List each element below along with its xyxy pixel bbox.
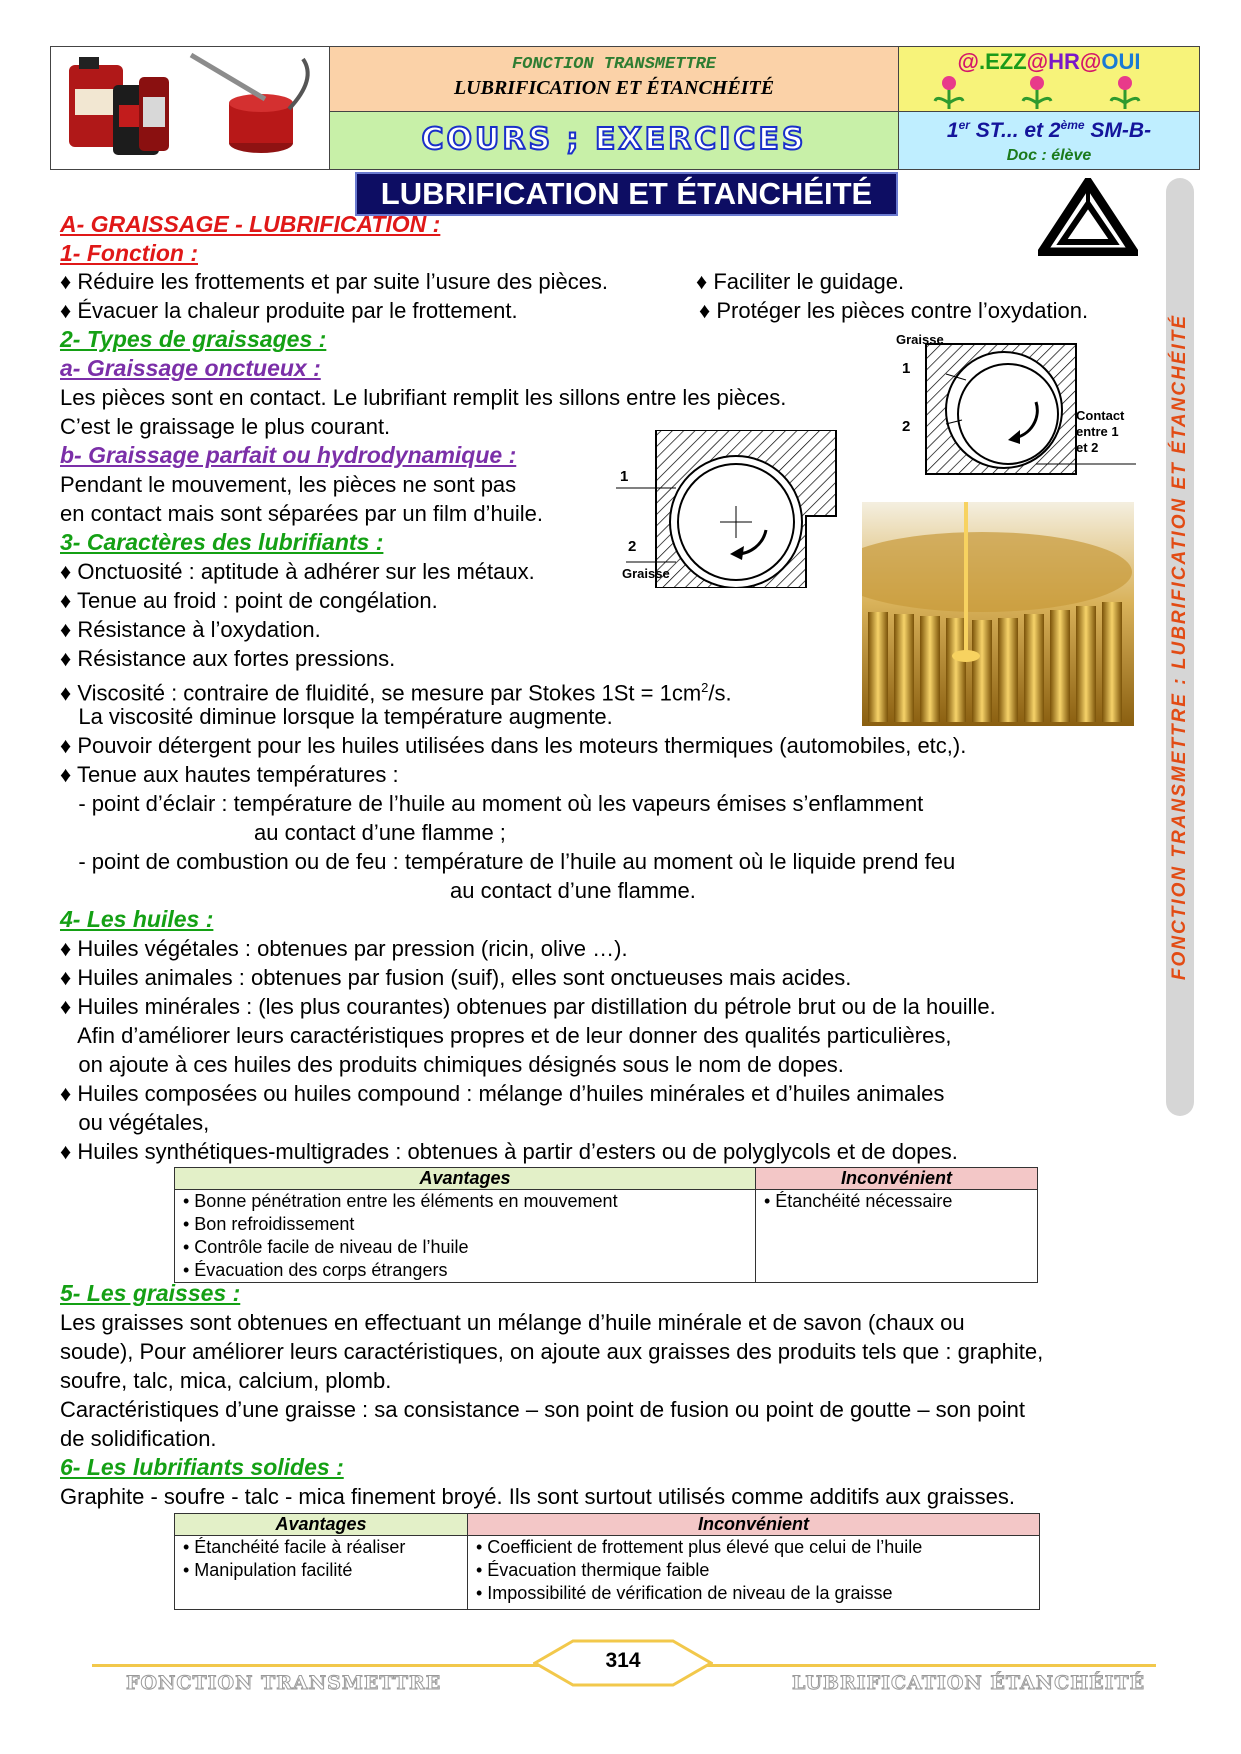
- page-number: 314: [605, 1649, 641, 1672]
- figure-graissage-onctueux: [896, 332, 1140, 482]
- page-number-badge: [533, 1639, 713, 1687]
- caractere-12: au contact d’une flamme.: [450, 878, 696, 903]
- header-chapitre: LUBRIFICATION ET ÉTANCHÉITÉ: [453, 77, 775, 99]
- huiles-table-avantages: [175, 1190, 756, 1283]
- caractere-1: ♦ Onctuosité : aptitude à adhérer sur les métaux.: [60, 559, 535, 584]
- caractere-6: La viscosité diminue lorsque la température augmente.: [60, 704, 613, 729]
- graisse-4: Caractéristiques d’une graisse : sa consistance – son point de fusion ou point de goutte – son point: [60, 1397, 1025, 1422]
- caractere-7: ♦ Pouvoir détergent pour les huiles utilisées dans les moteurs thermiques (automobiles, etc,).: [60, 733, 967, 758]
- graisse-1: Les graisses sont obtenues en effectuant un mélange d’huile minérale et de savon (chaux ou: [60, 1310, 965, 1335]
- oil-gears-photo: [862, 502, 1134, 726]
- graisses-table-avantages: [175, 1536, 468, 1610]
- footer-left: FONCTION TRANSMETTRE: [126, 1672, 442, 1694]
- heading-huiles: 4- Les huiles :: [60, 906, 214, 932]
- header-class-block: [899, 112, 1199, 169]
- graisses-table: [174, 1513, 1040, 1610]
- huile-4: Afin d’améliorer leurs caractéristiques propres et de leur donner des qualités particulières,: [60, 1023, 952, 1048]
- heading-fonction: 1- Fonction :: [60, 240, 198, 266]
- fig1-label-2: 2: [902, 418, 911, 435]
- fonction-item-3: ♦ Évacuer la chaleur produite par le frottement.: [60, 298, 518, 323]
- table-cell-item: • Contrôle facile de niveau de l’huile: [183, 1237, 469, 1257]
- table-cell-item: • Manipulation facilité: [183, 1560, 353, 1580]
- heading-onctueux: a- Graissage onctueux :: [60, 355, 321, 381]
- graisses-table-head-avantages: Avantages: [175, 1514, 468, 1536]
- huiles-table: [174, 1167, 1038, 1283]
- header-cours-block: [330, 112, 899, 169]
- parfait-text-2: en contact mais sont séparées par un film d’huile.: [60, 501, 544, 526]
- huile-2: ♦ Huiles animales : obtenues par fusion (suif), elles sont onctueuses mais acides.: [60, 965, 852, 990]
- solides-text: Graphite - soufre - talc - mica finement broyé. Ils sont surtout utilisés comme additifs aux graisses.: [60, 1484, 1015, 1509]
- table-cell-item: • Évacuation des corps étrangers: [183, 1260, 448, 1280]
- fig1-label-graisse: Graisse: [896, 332, 944, 347]
- onctueux-text-1: Les pièces sont en contact. Le lubrifiant remplit les sillons entre les pièces.: [60, 385, 787, 410]
- graisse-2: soude), Pour améliorer leurs caractéristiques, on ajoute aux graisses des produits tels que : graphite,: [60, 1339, 1044, 1364]
- heading-solides: 6- Les lubrifiants solides :: [60, 1454, 344, 1480]
- huile-7: ou végétales,: [60, 1110, 210, 1135]
- figure-graissage-hydrodynamique: [616, 430, 838, 588]
- oil-products-image: [51, 47, 330, 169]
- table-cell-item: • Évacuation thermique faible: [476, 1560, 710, 1580]
- fonction-item-1: ♦ Réduire les frottements et par suite l’usure des pièces.: [60, 269, 609, 294]
- onctueux-text-2: C’est le graissage le plus courant.: [60, 414, 391, 439]
- fig1-label-1: 1: [902, 360, 911, 377]
- side-title: FONCTION TRANSMETTRE : LUBRIFICATION ET ÉTANCHÉITÉ: [1169, 313, 1190, 981]
- fig2-label-2: 2: [628, 538, 637, 555]
- table-cell-item: • Bonne pénétration entre les éléments en mouvement: [183, 1191, 618, 1211]
- header-fonction: FONCTION TRANSMETTRE: [511, 55, 717, 74]
- header-title-block: [330, 47, 899, 112]
- heading-a: A- GRAISSAGE - LUBRIFICATION :: [60, 211, 441, 237]
- caractere-11: - point de combustion ou de feu : température de l’huile au moment où le liquide prend feu: [60, 849, 956, 874]
- heading-graisses: 5- Les graisses :: [60, 1280, 241, 1306]
- graisses-table-head-inconvenient: Inconvénient: [468, 1514, 1040, 1536]
- graisse-5: de solidification.: [60, 1426, 217, 1451]
- fig2-label-graisse: Graisse: [622, 566, 670, 581]
- fig2-label-1: 1: [620, 468, 629, 485]
- caractere-8: ♦ Tenue aux hautes températures :: [60, 762, 399, 787]
- graisse-3: soufre, talc, mica, calcium, plomb.: [60, 1368, 392, 1393]
- caractere-2: ♦ Tenue au froid : point de congélation.: [60, 588, 438, 613]
- parfait-text-1: Pendant le mouvement, les pièces ne sont pas: [60, 472, 517, 497]
- class-label: 1er ST... et 2ème SM-B-: [946, 118, 1152, 142]
- huile-3: ♦ Huiles minérales : (les plus courantes) obtenues par distillation du pétrole brut ou de la houille.: [60, 994, 996, 1019]
- huile-1: ♦ Huiles végétales : obtenues par pression (ricin, olive …).: [60, 936, 628, 961]
- huile-8: ♦ Huiles synthétiques-multigrades : obtenues à partir d’esters ou de polyglycols et de dopes.: [60, 1139, 958, 1164]
- footer-right: LUBRIFICATION ÉTANCHÉITÉ: [792, 1672, 1146, 1694]
- table-cell-item: • Étanchéité nécessaire: [764, 1191, 953, 1211]
- page-header: [50, 46, 1200, 170]
- huiles-table-inconvenients: [756, 1190, 1038, 1283]
- flower-icon: [929, 73, 1169, 111]
- huiles-table-head-inconvenient: Inconvénient: [756, 1168, 1038, 1190]
- table-cell-item: • Coefficient de frottement plus élevé que celui de l’huile: [476, 1537, 923, 1557]
- penrose-triangle-icon: [1038, 178, 1138, 256]
- page-title: LUBRIFICATION ET ÉTANCHÉITÉ: [355, 172, 898, 216]
- fonction-item-2: ♦ Faciliter le guidage.: [696, 269, 905, 294]
- author-logo-text: @.EZZ@HR@OUI: [957, 49, 1141, 74]
- heading-caracteres: 3- Caractères des lubrifiants :: [60, 529, 384, 555]
- table-cell-item: • Bon refroidissement: [183, 1214, 355, 1234]
- huile-6: ♦ Huiles composées ou huiles compound : mélange d’huiles minérales et d’huiles animales: [60, 1081, 945, 1106]
- huile-5: on ajoute à ces huiles des produits chimiques désignés sous le nom de dopes.: [60, 1052, 844, 1077]
- caractere-4: ♦ Résistance aux fortes pressions.: [60, 646, 396, 671]
- caractere-10: au contact d’une flamme ;: [254, 820, 506, 845]
- huiles-table-head-avantages: Avantages: [175, 1168, 756, 1190]
- heading-parfait: b- Graissage parfait ou hydrodynamique :: [60, 442, 517, 468]
- graisses-table-inconvenients: [468, 1536, 1040, 1610]
- fonction-item-4: ♦ Protéger les pièces contre l’oxydation.: [699, 298, 1089, 323]
- caractere-3: ♦ Résistance à l’oxydation.: [60, 617, 321, 642]
- header-logo-block: [899, 47, 1199, 112]
- fig1-label-contact: Contact entre 1 et 2: [1076, 408, 1125, 455]
- table-cell-item: • Étanchéité facile à réaliser: [183, 1537, 406, 1557]
- caractere-9: - point d’éclair : température de l’huile au moment où les vapeurs émises s’enflamment: [60, 791, 924, 816]
- doc-label: Doc : élève: [1006, 147, 1092, 164]
- caractere-viscosite: ♦ Viscosité : contraire de fluidité, se mesure par Stokes $1St = 1cm^2/s$.: [60, 680, 732, 706]
- table-cell-item: • Impossibilité de vérification de niveau de la graisse: [476, 1583, 893, 1603]
- heading-types: 2- Types de graissages :: [60, 326, 327, 352]
- header-cours-label: COURS ; EXERCICES: [421, 122, 807, 157]
